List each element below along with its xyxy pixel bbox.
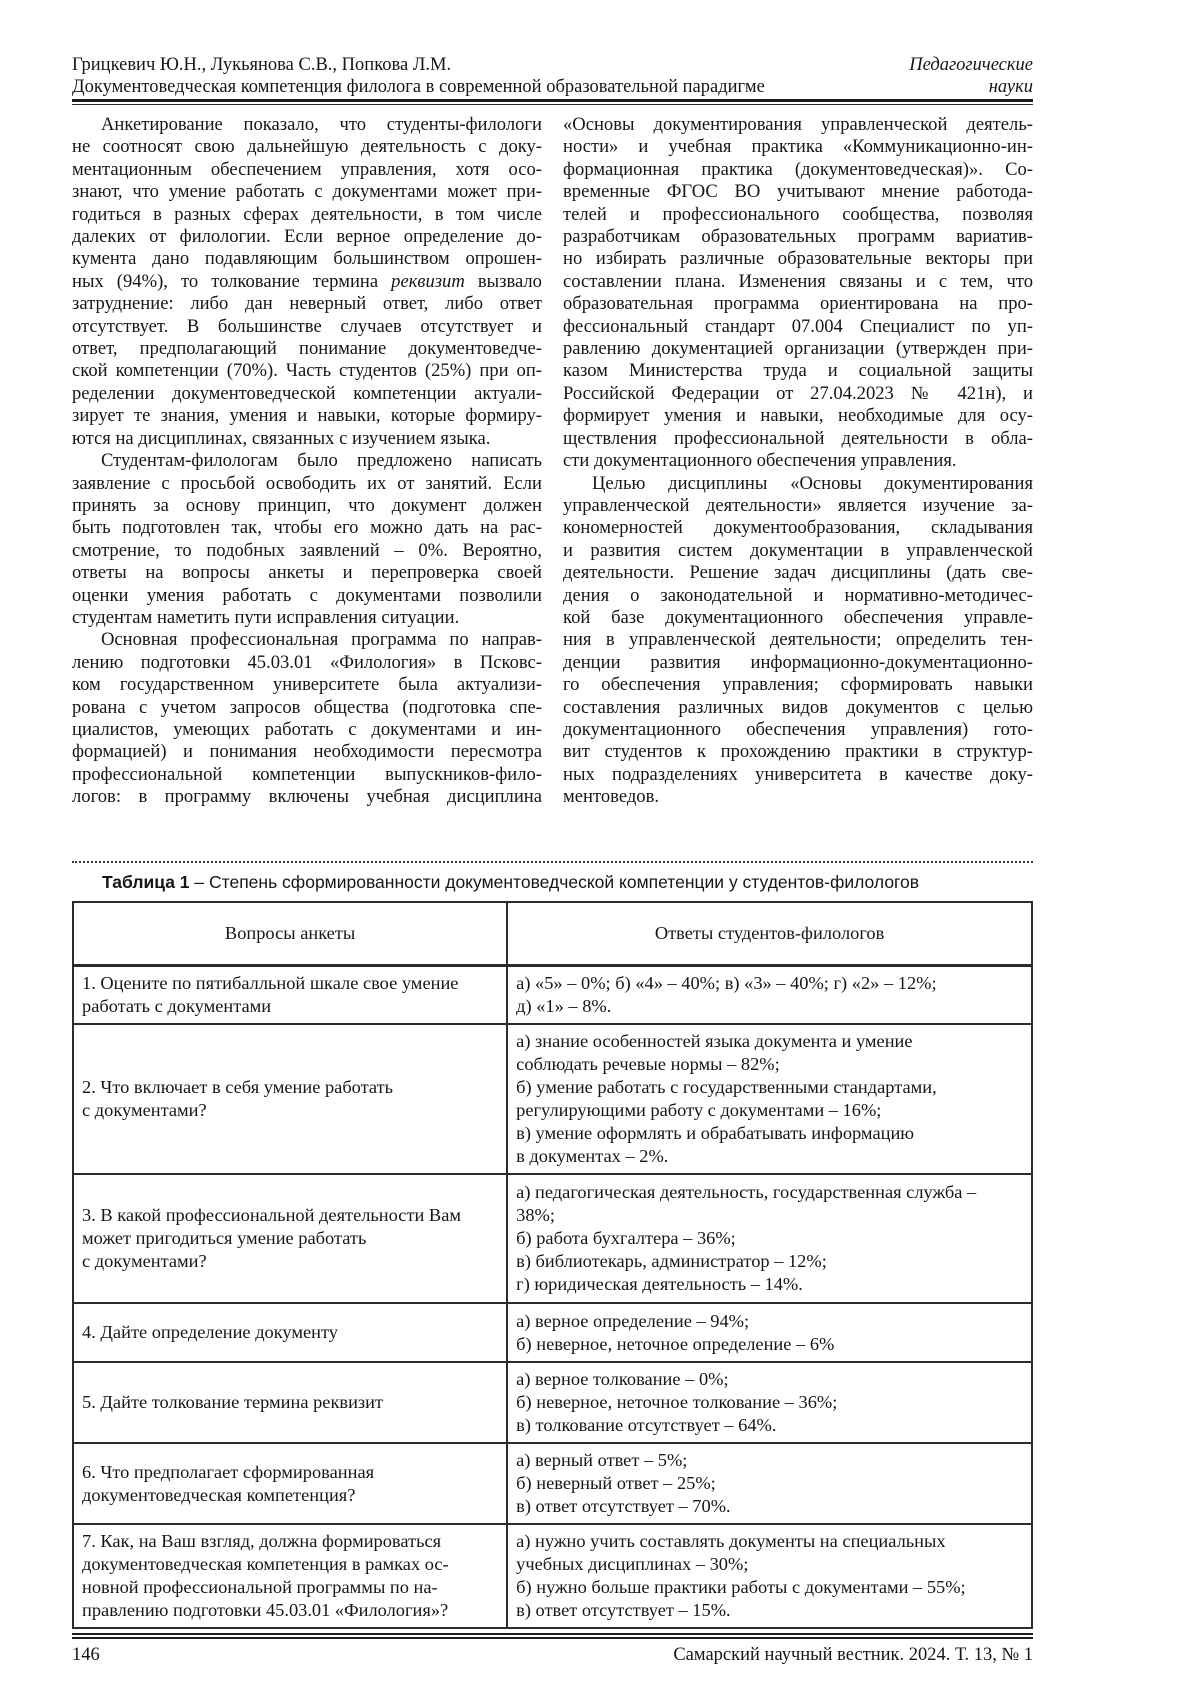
column-header-answers: Ответы студентов-филологов [507, 902, 1032, 966]
article-title: Документоведческая компетенция филолога в современной образовательной парадигме [72, 77, 765, 97]
answer-cell: а) педагогическая деятельность, государственная служба – 38%; б) работа бухгалтера – 36%; в) библиотекарь, администратор – 12%; г) юридическая деятельность – 14%. [507, 1174, 1032, 1303]
authors-line: Грицкевич Ю.Н., Лукьянова С.В., Попкова Л.М. [72, 55, 452, 75]
running-head [72, 54, 1033, 98]
table-row [73, 1362, 1032, 1443]
paragraph: «Основы документирования управленческой деятель- ности» и учебная практика «Коммуникационно-ин- формационная практика (документоведческая)». Со- временные ФГОС ВО учитывают мнение работода- телей и профессионального сообщества, позволяя разработчикам образовательных программ вариатив- но избирать различные образовательные векторы при составлении плана. Изменения связаны и с тем, что образовательная программа ориентирована на про- фессиональный стандарт 07.004 Специалист по уп- равлению документацией организации (утвержден при- казом Министерства труда и социальной защиты Российской Федерации от 27.04.2023 № 421н), и формирует умения и навыки, необходимые для осу- ществления профессиональной деятельности в обла- сти документационного обеспечения управления. [563, 114, 1033, 472]
table-row [73, 1174, 1032, 1303]
column-header-questions: Вопросы анкеты [73, 902, 507, 966]
question-cell: 4. Дайте определение документу [73, 1303, 507, 1362]
journal-reference: Самарский научный вестник. 2024. Т. 13, № 1 [673, 1645, 1033, 1666]
question-cell: 1. Оцените по пятибалльной шкале свое умение работать с документами [73, 966, 507, 1025]
page-number: 146 [72, 1645, 100, 1666]
page-content [72, 0, 1033, 1666]
table-header-row [73, 902, 1032, 966]
footer-rule-top [72, 1633, 1033, 1635]
question-cell: 7. Как, на Ваш взгляд, должна формироваться документоведческая компетенция в рамках ос- новной профессиональной программы по на- правлению подготовки 45.03.01 «Филология»? [73, 1524, 507, 1628]
answer-cell: а) знание особенностей языка документа и умение соблюдать речевые нормы – 82%; б) умение работать с государственными стандартами, регулирующими работу с документами – 16%; в) умение оформлять и обрабатывать информацию в документах – 2%. [507, 1024, 1032, 1174]
answer-cell: а) нужно учить составлять документы на специальных учебных дисциплинах – 30%; б) нужно больше практики работы с документами – 55%; в) ответ отсутствует – 15%. [507, 1524, 1032, 1628]
answer-cell: а) «5» – 0%; б) «4» – 40%; в) «3» – 40%; г) «2» – 12%; д) «1» – 8%. [507, 966, 1032, 1025]
table-caption [102, 871, 1033, 893]
table-row [73, 1024, 1032, 1174]
question-cell: 2. Что включает в себя умение работать с документами? [73, 1024, 507, 1174]
paragraph: Анкетирование показало, что студенты-филологи не соотносят свою дальнейшую деятельность с доку- ментационным обеспечением управления, хотя осо- знают, что умение работать с документами может при- годиться в разных сферах деятельности, в том числе далеких от филологии. Если верное определение до- кумента дано подавляющим большинством опрошен- ных (94%), то толкование термина реквизит вызвало затруднение: либо дан неверный ответ, либо ответ отсутствует. В большинстве случаев отсутствует и ответ, предполагающий понимание документоведче- ской компетенции (70%). Часть студентов (25%) при оп- ределении документоведческой компетенции актуали- зирует те знания, умения и навыки, которые формиру- ются на дисциплинах, связанных с изучением языка. [72, 114, 542, 449]
table-row [73, 1443, 1032, 1524]
header-rule-thin [72, 104, 1033, 105]
table-caption-text: – Степень сформированности документоведческой компетенции у студентов-филологов [194, 871, 920, 892]
answer-cell: а) верный ответ – 5%; б) неверный ответ – 25%; в) ответ отсутствует – 70%. [507, 1443, 1032, 1524]
survey-results-table [72, 901, 1033, 1630]
footer-rule-bottom [72, 1637, 1033, 1639]
body-column-right [563, 114, 1033, 809]
paragraph: Основная профессиональная программа по направ- лению подготовки 45.03.01 «Филология» в Псковс- ком государственном университете была актуализи- рована с учетом запросов общества (подготовка спе- циалистов, умеющих работать с документами и ин- формацией) и понимания необходимости пересмотра профессиональной компетенции выпускников-фило- логов: в программу включены учебная дисциплина [72, 629, 542, 808]
page-footer [72, 1644, 1033, 1666]
question-cell: 6. Что предполагает сформированная документоведческая компетенция? [73, 1443, 507, 1524]
table-caption-label: Таблица 1 [102, 871, 190, 892]
paragraph: Студентам-филологам было предложено написать заявление с просьбой освободить их от занятий. Если принять за основу принцип, что документ должен быть подготовлен так, чтобы его можно дать на рас- смотрение, то подобных заявлений – 0%. Вероятно, ответы на вопросы анкеты и перепроверка своей оценки умения работать с документами позволили студентам наметить пути исправления ситуации. [72, 450, 542, 628]
answer-cell: а) верное определение – 94%; б) неверное, неточное определение – 6% [507, 1303, 1032, 1362]
question-cell: 5. Дайте толкование термина реквизит [73, 1362, 507, 1443]
header-rule-thick [72, 99, 1033, 102]
section-name-line2: науки [988, 77, 1033, 97]
section-name-line1: Педагогические [909, 55, 1033, 75]
table-row [73, 1303, 1032, 1362]
table-row [73, 966, 1032, 1025]
table-separator-rule [72, 861, 1033, 863]
paragraph: Целью дисциплины «Основы документирования управленческой деятельности» является изучение за- кономерностей документообразования, складывания и развития систем документации в управленческой деятельности. Решение задач дисциплины (дать све- дения о законодательной и нормативно-методичес- кой базе документационного обеспечения управле- ния в управленческой деятельности; определить тен- денции развития информационно-документационно- го обеспечения управления; сформировать навыки составления различных видов документов с целью документационного обеспечения управления) гото- вит студентов к прохождению практики в структур- ных подразделениях университета в качестве доку- ментоведов. [563, 472, 1033, 808]
question-cell: 3. В какой профессиональной деятельности Вам может пригодиться умение работать с документами? [73, 1174, 507, 1303]
table-row [73, 1524, 1032, 1628]
article-body [72, 114, 1033, 809]
answer-cell: а) верное толкование – 0%; б) неверное, неточное толкование – 36%; в) толкование отсутствует – 64%. [507, 1362, 1032, 1443]
body-column-left [72, 114, 542, 809]
